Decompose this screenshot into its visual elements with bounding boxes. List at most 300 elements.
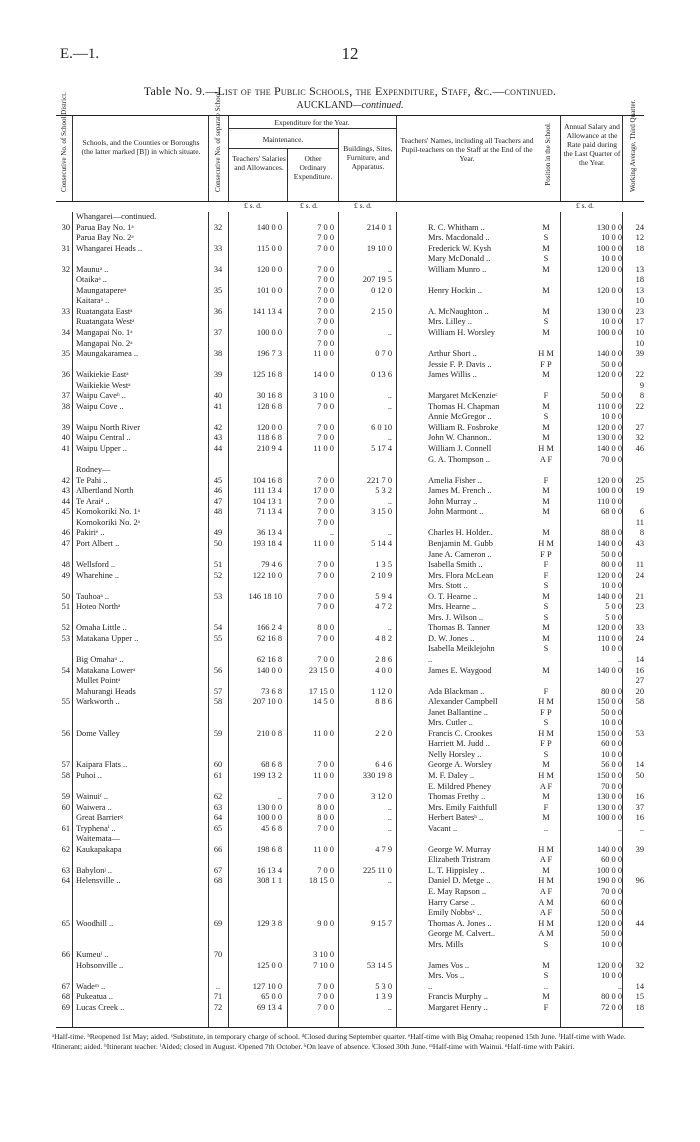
annual-salary: 120 0 0	[596, 475, 622, 485]
position: F	[543, 391, 549, 401]
district-no: 40	[61, 433, 70, 443]
position: M	[542, 328, 550, 338]
working-average: 96	[635, 876, 644, 886]
school-name: Waikiekie Westᵃ	[76, 380, 131, 390]
separate-no: 63	[213, 802, 223, 812]
other-expenditure: 3 10 0	[313, 391, 334, 401]
col-position: Position in the School.	[544, 122, 552, 186]
teachers-salaries: 104 13 1	[252, 496, 282, 506]
position: ..	[543, 823, 549, 833]
other-expenditure: 11 0 0	[313, 728, 334, 738]
teachers-salaries: 199 13 2	[252, 770, 282, 780]
other-expenditure: 8 0 0	[317, 802, 334, 812]
other-expenditure: 7 0 0	[317, 264, 334, 274]
annual-salary: 80 0 0	[601, 560, 622, 570]
position: S	[543, 749, 549, 759]
teacher-name: Mrs. Cutler ..	[428, 718, 473, 728]
working-average: 10	[635, 296, 644, 306]
position: H M	[538, 770, 554, 780]
working-average: 9	[639, 380, 644, 390]
teacher-name: Amelia Fisher ..	[428, 475, 482, 485]
annual-salary: 72 0 0	[601, 1003, 622, 1013]
position: M	[542, 865, 550, 875]
position: S	[543, 254, 549, 264]
district-no: 42	[61, 475, 70, 485]
table-row	[56, 760, 644, 771]
annual-salary: 50 0 0	[601, 908, 622, 918]
working-average: 32	[635, 960, 644, 970]
separate-no: 34	[213, 264, 223, 274]
table-row	[56, 433, 644, 444]
separate-no: 55	[213, 633, 223, 643]
school-name: Mahurangi Heads	[76, 686, 136, 696]
district-no: 36	[61, 370, 70, 380]
teacher-name: Mrs. Emily Faithfull	[428, 802, 498, 812]
annual-salary: 190 0 0	[596, 876, 622, 886]
buildings-cost: 2 15 0	[371, 306, 392, 316]
footnotes: ᵃHalf-time. ᵇReopened 1st May; aided. ᶜSubstitute, in temporary charge of school. ᵈClosed during September quarter. ᵉHalf-time with Big Omaha; reopened 15th June. ᶠHalf-time with Wade. ᵍItinerant; aided. ʰItinerant teacher. ⁱAided; closed in August. ʲOpened 7th October. ᵏOn leave of absence. ˡClosed 30th June. ᵐHalf-time with Wainui. ⁿHalf-time with Pakiri.	[52, 1032, 626, 1051]
teacher-name: George M. Calvert..	[428, 929, 496, 939]
table-row	[56, 528, 644, 539]
working-average: 23	[635, 602, 644, 612]
annual-salary: 10 0 0	[601, 749, 622, 759]
district-no: 62	[61, 844, 70, 854]
table-row	[56, 971, 644, 982]
other-expenditure: 7 0 0	[317, 792, 334, 802]
school-name: Ruatangata Westᵃ	[76, 317, 135, 327]
other-expenditure: 7 0 0	[317, 475, 334, 485]
table-row	[56, 307, 644, 318]
teacher-name: Margaret McKenzieᶜ	[428, 391, 498, 401]
other-expenditure: 7 0 0	[317, 496, 334, 506]
teacher-name: William J. Connell	[428, 444, 492, 454]
teacher-name: James Willis ..	[428, 370, 477, 380]
position: M	[542, 243, 550, 253]
table-row	[56, 919, 644, 930]
teacher-name: Thomas H. Chapman	[428, 401, 500, 411]
annual-salary: 100 0 0	[596, 813, 622, 823]
annual-salary: 130 0 0	[596, 792, 622, 802]
teachers-salaries: 140 0 0	[256, 665, 282, 675]
teacher-name: Margaret Henry ..	[428, 1003, 488, 1013]
working-average: 23	[635, 306, 644, 316]
teachers-salaries: 120 0 0	[256, 264, 282, 274]
other-expenditure: 7 0 0	[317, 243, 334, 253]
table-row	[56, 729, 644, 740]
position: M	[542, 528, 550, 538]
position: M	[542, 760, 550, 770]
teachers-salaries: 196 7 3	[256, 349, 282, 359]
position: M	[542, 960, 550, 970]
school-name: Maungakaramea ..	[76, 349, 139, 359]
col-schools: Schools, and the Counties or Boroughs (the latter marked [B]) in which situate.	[81, 138, 201, 156]
table-row	[56, 486, 644, 497]
separate-no: 65	[213, 823, 223, 833]
table-row	[56, 782, 644, 793]
annual-salary: 110 0 0	[597, 496, 622, 506]
annual-salary: 130 0 0	[596, 306, 622, 316]
working-average: 6	[639, 507, 644, 517]
annual-salary: 110 0 0	[597, 401, 622, 411]
teacher-name: John W. Channon..	[428, 433, 492, 443]
position: H M	[538, 844, 554, 854]
table-row	[56, 824, 644, 835]
teacher-name: E. May Rapson ..	[428, 887, 487, 896]
working-average: 27	[635, 676, 644, 686]
position: F	[543, 570, 549, 580]
other-expenditure: 11 0 0	[313, 349, 334, 359]
working-average: 32	[635, 433, 644, 443]
buildings-cost: 0 13 6	[371, 370, 392, 380]
position: A F	[539, 781, 553, 791]
working-average: 50	[635, 770, 644, 780]
district-no: 65	[61, 918, 70, 928]
separate-no: 62	[213, 792, 223, 802]
annual-salary: 10 0 0	[601, 254, 622, 264]
separate-no: 59	[213, 728, 223, 738]
position: S	[543, 602, 549, 612]
teacher-name: Vacant ..	[428, 823, 458, 833]
district-no: 50	[61, 591, 70, 601]
annual-salary: 5 0 0	[605, 602, 622, 612]
table-row	[56, 613, 644, 624]
buildings-cost: 0 12 0	[371, 285, 392, 295]
other-expenditure: 3 10 0	[313, 950, 334, 960]
other-expenditure: 7 0 0	[317, 433, 334, 443]
position: F	[543, 686, 549, 696]
col-district-no: Consecutive No. of School District.	[60, 92, 68, 192]
district-no: 41	[61, 444, 70, 454]
school-name: Helensville ..	[76, 876, 121, 886]
working-average: 10	[635, 338, 644, 348]
annual-salary: 10 0 0	[601, 939, 622, 949]
teacher-name: D. W. Jones ..	[428, 633, 475, 643]
position: ..	[543, 981, 549, 991]
separate-no: 67	[213, 865, 223, 875]
other-expenditure: 18 15 0	[308, 876, 334, 886]
teacher-name: Arthur Short ..	[428, 349, 477, 359]
teachers-salaries: 198 6 8	[256, 844, 282, 854]
table-row	[56, 876, 644, 887]
buildings-cost: 8 8 6	[375, 697, 392, 707]
school-name: Omaha Little ..	[76, 623, 127, 633]
position: M	[542, 486, 550, 496]
other-expenditure: 7 0 0	[317, 328, 334, 338]
separate-no: 44	[213, 444, 223, 454]
working-average: 13	[635, 285, 644, 295]
position: H M	[538, 349, 554, 359]
other-expenditure: 9 0 0	[317, 918, 334, 928]
school-name: Te Pahi ..	[76, 475, 108, 485]
separate-no: 39	[213, 370, 223, 380]
annual-salary: 50 0 0	[601, 549, 622, 559]
working-average: 25	[635, 475, 644, 485]
position: A F	[539, 908, 553, 918]
teachers-salaries: 115 0 0	[257, 243, 282, 253]
teacher-name: Mrs. Hearne ..	[428, 602, 477, 612]
working-average: 18	[635, 275, 644, 285]
district-no: 30	[61, 222, 70, 232]
table-row	[56, 571, 644, 582]
report-reference: E.—1.	[60, 46, 100, 62]
teachers-salaries: 65 0 0	[261, 992, 282, 1002]
working-average: 39	[635, 844, 644, 854]
annual-salary: 120 0 0	[596, 370, 622, 380]
buildings-cost: ..	[387, 802, 392, 812]
separate-no: 72	[213, 1003, 223, 1013]
teacher-name: Isabella Smith ..	[428, 560, 483, 570]
working-average: 19	[635, 486, 644, 496]
separate-no: ..	[215, 981, 221, 991]
working-average: 18	[635, 1003, 644, 1013]
table-row	[56, 813, 644, 824]
teacher-name: Jessie F. P. Davis ..	[428, 359, 492, 369]
district-no: 47	[61, 538, 70, 548]
position: F	[543, 1003, 549, 1013]
school-name: Mullet Pointᵃ	[76, 676, 121, 686]
school-name: Ruatangata Eastᵃ	[76, 306, 133, 316]
separate-no: 51	[213, 560, 223, 570]
table-row	[56, 644, 644, 655]
position: F P	[540, 549, 552, 559]
school-name: Wharehine ..	[76, 570, 120, 580]
table-row	[56, 465, 644, 476]
district-no: 31	[61, 243, 70, 253]
table-row	[56, 581, 644, 592]
teacher-name: James Vos ..	[428, 960, 470, 970]
separate-no: 54	[213, 623, 223, 633]
annual-salary: 10 0 0	[601, 718, 622, 728]
working-average: 43	[635, 538, 644, 548]
table-row	[56, 718, 644, 729]
teacher-name: O. T. Hearne ..	[428, 591, 478, 601]
other-expenditure: 7 0 0	[317, 275, 334, 285]
page-number: 12	[341, 44, 359, 63]
table-row	[56, 708, 644, 719]
teacher-name: James E. Waygood	[428, 665, 492, 675]
buildings-cost: 225 11 0	[362, 865, 392, 875]
annual-salary: 60 0 0	[601, 739, 622, 749]
position: M	[542, 422, 550, 432]
buildings-cost: ..	[387, 876, 392, 886]
teacher-name: Alexander Campbell	[428, 697, 498, 707]
teachers-salaries: 125 0 0	[256, 960, 282, 970]
annual-salary: 100 0 0	[596, 486, 622, 496]
buildings-cost: 3 12 0	[371, 792, 392, 802]
col-teachers-names: Teachers' Names, including all Teachers and Pupil-teachers on the Staff at the End of the Year.	[400, 136, 534, 163]
buildings-cost: ..	[387, 328, 392, 338]
buildings-cost: 5 17 4	[371, 444, 392, 454]
teacher-name: Frederick W. Kysh	[428, 243, 492, 253]
table-row	[56, 317, 644, 328]
school-name: Kumeuˡ ..	[76, 950, 109, 960]
other-expenditure: 7 0 0	[317, 633, 334, 643]
district-no: 34	[61, 328, 70, 338]
working-average: 11	[635, 560, 644, 570]
school-name: Waipu Caveᵇ ..	[76, 391, 126, 401]
position: S	[543, 718, 549, 728]
buildings-cost: 6 4 6	[375, 760, 392, 770]
annual-salary: 50 0 0	[601, 391, 622, 401]
table-row	[56, 771, 644, 782]
position: M	[542, 306, 550, 316]
teacher-name: L. T. Hippisley ..	[428, 865, 485, 875]
table-row	[56, 296, 644, 307]
separate-no: 49	[213, 528, 223, 538]
table-title-text: List of the Public Schools, the Expenditure, Staff, &c.—continued.	[217, 84, 557, 98]
table-row	[56, 676, 644, 687]
teachers-salaries: 62 16 8	[256, 654, 282, 664]
separate-no: 47	[213, 496, 223, 506]
buildings-cost: 0 7 0	[375, 349, 392, 359]
teacher-name: Mrs. Mills	[428, 939, 464, 949]
teacher-name: ..	[428, 981, 433, 991]
annual-salary: 10 0 0	[601, 317, 622, 327]
table-body	[56, 212, 644, 1028]
other-expenditure: 7 0 0	[317, 823, 334, 833]
annual-salary: 120 0 0	[596, 918, 622, 928]
teacher-name: Benjamin M. Gubb	[428, 538, 493, 548]
annual-salary: 140 0 0	[596, 538, 622, 548]
col-maintenance: Maintenance.	[262, 135, 304, 144]
teacher-name: Mary McDonald ..	[428, 254, 491, 264]
working-average: 17	[635, 317, 644, 327]
school-name: Albertland North	[76, 486, 134, 496]
school-name: Kaipara Flats ..	[76, 760, 128, 770]
buildings-cost: ..	[387, 813, 392, 823]
school-name: Waiwera ..	[76, 802, 112, 812]
teachers-salaries: 101 0 0	[256, 285, 282, 295]
school-name: Pukeatua ..	[76, 992, 113, 1002]
school-name: Mangapai No. 1ᵃ	[76, 328, 133, 338]
school-name: Waipu Upper ..	[76, 444, 127, 454]
annual-salary: 50 0 0	[601, 707, 622, 717]
teachers-salaries: 45 6 8	[261, 823, 282, 833]
position: S	[543, 317, 549, 327]
school-name: Whangarei Heads ..	[76, 243, 143, 253]
table-row	[56, 476, 644, 487]
teacher-name: Francis Murphy ..	[428, 992, 489, 1002]
working-average: 15	[635, 992, 644, 1002]
table-row	[56, 286, 644, 297]
table-row	[56, 623, 644, 634]
annual-salary: 60 0 0	[601, 855, 622, 865]
school-name: Wadeᵐ ..	[76, 981, 106, 991]
annual-salary: 50 0 0	[601, 929, 622, 939]
teacher-name: M. F. Daley ..	[428, 770, 475, 780]
table-row	[56, 518, 644, 529]
annual-salary: 130 0 0	[596, 802, 622, 812]
teacher-name: Elizabeth Tristram	[428, 855, 491, 865]
school-name: Waipu Cove ..	[76, 401, 124, 411]
working-average: 18	[635, 243, 644, 253]
annual-salary: 140 0 0	[596, 591, 622, 601]
teacher-name: Ada Blackman ..	[428, 686, 485, 696]
position: S	[543, 612, 549, 622]
district-no: 33	[61, 306, 70, 316]
separate-no: 35	[213, 285, 223, 295]
position: F	[543, 475, 549, 485]
other-expenditure: 7 0 0	[317, 992, 334, 1002]
teachers-salaries: 146 18 10	[248, 591, 282, 601]
teachers-salaries: 69 13 4	[256, 1003, 282, 1013]
working-average: 8	[639, 528, 644, 538]
buildings-cost: 4 0 0	[375, 665, 392, 675]
other-expenditure: 7 0 0	[317, 1003, 334, 1013]
lsd-label: £ s. d.	[354, 201, 372, 210]
position: F	[543, 802, 549, 812]
annual-salary: 10 0 0	[601, 644, 622, 654]
teacher-name: George W. Murray	[428, 844, 491, 854]
separate-no: 38	[213, 349, 223, 359]
district-no: 64	[61, 876, 70, 886]
separate-no: 64	[213, 813, 223, 823]
position: H M	[538, 918, 554, 928]
teachers-salaries: 130 0 0	[256, 802, 282, 812]
table-row	[56, 634, 644, 645]
position: M	[542, 813, 550, 823]
annual-salary: 130 0 0	[596, 222, 622, 232]
annual-salary: 120 0 0	[596, 960, 622, 970]
table-row	[56, 982, 644, 993]
school-name: Pakiriᵉ ..	[76, 528, 105, 538]
other-expenditure: 7 0 0	[317, 602, 334, 612]
separate-no: 40	[213, 391, 223, 401]
buildings-cost: ..	[387, 496, 392, 506]
school-name: Woodhill ..	[76, 918, 114, 928]
separate-no: 56	[213, 665, 223, 675]
position: H M	[538, 728, 554, 738]
position: M	[542, 992, 550, 1002]
buildings-cost: 19 10 0	[366, 243, 392, 253]
district-no: 57	[61, 760, 70, 770]
school-name: Big Omahaᵘ ..	[76, 654, 124, 664]
annual-salary: 88 0 0	[601, 528, 622, 538]
teachers-salaries: 100 0 0	[256, 328, 282, 338]
school-name: Parua Bay No. 1ᵃ	[76, 222, 134, 232]
working-average: 22	[635, 401, 644, 411]
table-row	[56, 244, 644, 255]
school-name: Maunuᵃ ..	[76, 264, 109, 274]
table-row	[56, 539, 644, 550]
separate-no: 45	[213, 475, 223, 485]
working-average: 21	[635, 591, 644, 601]
teacher-name: Daniel D. Metge ..	[428, 876, 491, 886]
separate-no: 52	[213, 570, 223, 580]
teacher-name: John Marmont ..	[428, 507, 484, 517]
district-no: 48	[61, 560, 70, 570]
annual-salary: 110 0 0	[597, 633, 622, 643]
col-annual-salary: Annual Salary and Allowance at the Rate paid during the Last Quarter of the Year.	[563, 122, 621, 167]
col-other-expenditure: Other Ordinary Expenditure.	[293, 154, 333, 181]
teacher-name: Mrs. Vos ..	[428, 971, 465, 981]
annual-salary: 140 0 0	[596, 444, 622, 454]
buildings-cost: 5 3 0	[375, 981, 392, 991]
teacher-name: Thomas B. Tanner	[428, 623, 490, 633]
position: S	[543, 939, 549, 949]
teacher-name: Mrs. Lilley ..	[428, 317, 472, 327]
table-row	[56, 739, 644, 750]
other-expenditure: 7 0 0	[317, 865, 334, 875]
working-average: 24	[635, 633, 644, 643]
table-row	[56, 592, 644, 603]
school-name: Waipu Central ..	[76, 433, 131, 443]
annual-salary: ..	[617, 654, 622, 664]
teacher-name: Charles H. Holder..	[428, 528, 493, 538]
table-row	[56, 666, 644, 677]
table-row	[56, 423, 644, 434]
position: F P	[540, 707, 552, 717]
